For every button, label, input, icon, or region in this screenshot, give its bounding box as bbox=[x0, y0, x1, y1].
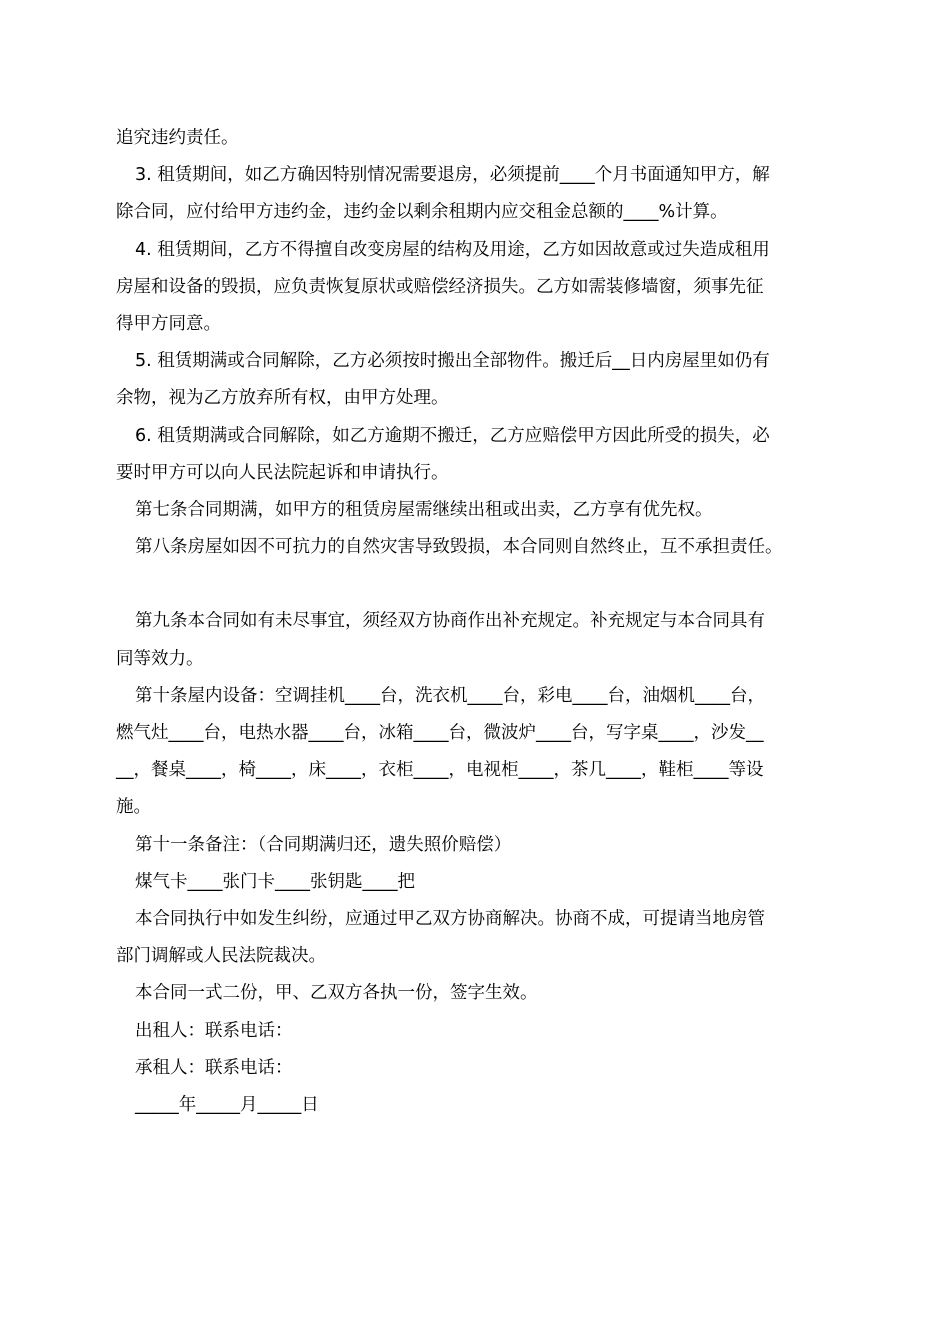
clause-4-line-2: 房屋和设备的毁损，应负责恢复原状或赔偿经济损失。乙方如需装修墙窗，须事先征 bbox=[116, 276, 764, 297]
clause-3-line-2: 除合同，应付给甲方违约金，违约金以剩余租期内应交租金总额的____%计算。 bbox=[116, 202, 728, 223]
date-line: _____年_____月_____日 bbox=[135, 1095, 319, 1116]
article-10-line-2: 燃气灶____台，电热水器____台，冰箱____台，微波炉____台，写字桌____，沙发__ bbox=[116, 723, 764, 744]
copies-line: 本合同一式二份，甲、乙双方各执一份，签字生效。 bbox=[135, 983, 538, 1004]
article-11: 第十一条备注：（合同期满归还，遗失照价赔偿） bbox=[135, 834, 512, 855]
clause-4-line-3: 得甲方同意。 bbox=[116, 314, 221, 335]
clause-5-line-2: 余物，视为乙方放弃所有权，由甲方处理。 bbox=[116, 388, 449, 409]
article-7: 第七条合同期满，如甲方的租赁房屋需继续出租或出卖，乙方享有优先权。 bbox=[135, 500, 713, 521]
contract-body bbox=[116, 120, 836, 1124]
lessee-signature-line: 承租人：联系电话： bbox=[135, 1057, 293, 1078]
clause-3-line-1: 3. 租赁期间，如乙方确因特别情况需要退房，必须提前____个月书面通知甲方，解 bbox=[135, 165, 770, 186]
lessor-signature-line: 出租人：联系电话： bbox=[135, 1020, 293, 1041]
dispute-line-1: 本合同执行中如发生纠纷，应通过甲乙双方协商解决。协商不成，可提请当地房管 bbox=[135, 909, 765, 930]
article-9-line-1: 第九条本合同如有未尽事宜，须经双方协商作出补充规定。补充规定与本合同具有 bbox=[135, 611, 765, 632]
clause-6-line-2: 要时甲方可以向人民法院起诉和申请执行。 bbox=[116, 462, 449, 483]
article-8: 第八条房屋如因不可抗力的自然灾害导致毁损，本合同则自然终止，互不承担责任。 bbox=[135, 537, 783, 558]
clause-5-line-1: 5. 租赁期满或合同解除，乙方必须按时搬出全部物件。搬迁后__日内房屋里如仍有 bbox=[135, 351, 770, 372]
article-10-line-3: __，餐桌____，椅____，床____，衣柜____，电视柜____，茶几____，鞋柜____等设 bbox=[116, 760, 764, 781]
article-10-line-4: 施。 bbox=[116, 797, 151, 818]
clause-6-line-1: 6. 租赁期满或合同解除，如乙方逾期不搬迁，乙方应赔偿甲方因此所受的损失，必 bbox=[135, 425, 770, 446]
cards-keys-line: 煤气卡____张门卡____张钥匙____把 bbox=[135, 871, 415, 892]
article-10-line-1: 第十条屋内设备：空调挂机____台，洗衣机____台，彩电____台，油烟机____台， bbox=[135, 685, 765, 706]
article-9-line-2: 同等效力。 bbox=[116, 648, 204, 669]
text-line: 追究违约责任。 bbox=[116, 128, 239, 148]
dispute-line-2: 部门调解或人民法院裁决。 bbox=[116, 946, 326, 967]
clause-4-line-1: 4. 租赁期间，乙方不得擅自改变房屋的结构及用途，乙方如因故意或过失造成租用 bbox=[135, 239, 770, 260]
